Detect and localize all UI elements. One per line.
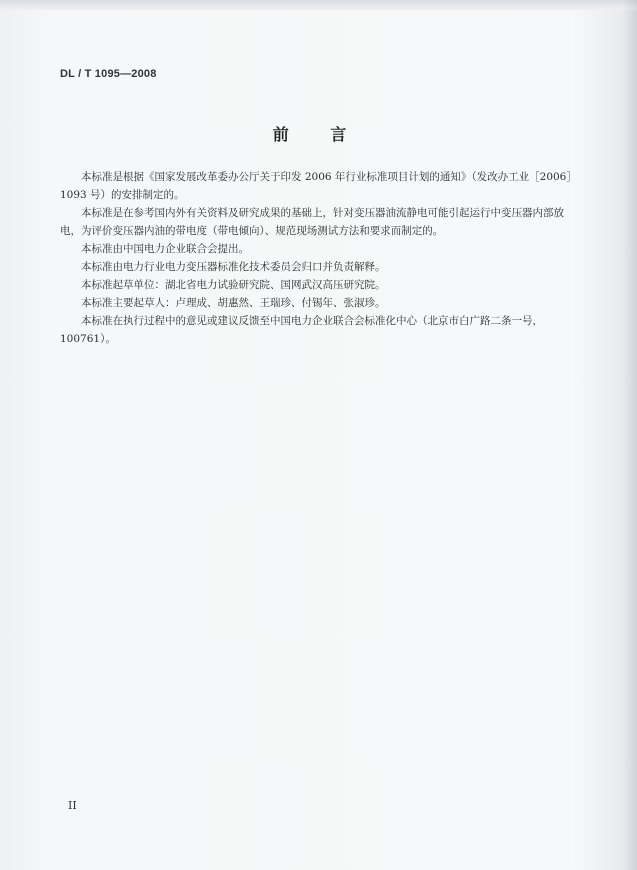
paragraph-proposer: 本标准由中国电力企业联合会提出。	[81, 243, 249, 255]
standard-code: DL / T 1095—2008	[60, 68, 157, 80]
page-title: 前 言	[272, 125, 365, 144]
scan-top-shadow	[0, 0, 637, 10]
paragraph-basis: 本标准是根据《国家发展改革委办公厅关于印发 2006 年行业标准项目计划的通知》（发改办工业［2006］1093 号）的安排制定的。	[60, 171, 577, 201]
paragraph-responsibility: 本标准由电力行业电力变压器标准化技术委员会归口并负责解释。	[81, 261, 386, 273]
foreword-body	[60, 168, 580, 348]
page-number: II	[68, 799, 77, 812]
paragraph-drafters: 本标准主要起草人：卢理成、胡惠然、王瑞珍、付锡年、张淑珍。	[81, 297, 386, 309]
paragraph-purpose: 本标准是在参考国内外有关资料及研究成果的基础上，针对变压器油流静电可能引起运行中变压器内部放电，为评价变压器内油的带电度（带电倾向）、规范现场测试方法和要求而制定的。	[60, 207, 564, 237]
paragraph-feedback: 本标准在执行过程中的意见或建议反馈至中国电力企业联合会标准化中心（北京市白广路二条一号，100761）。	[60, 315, 543, 345]
paragraph-drafting-units: 本标准起草单位：湖北省电力试验研究院、国网武汉高压研究院。	[81, 279, 386, 291]
